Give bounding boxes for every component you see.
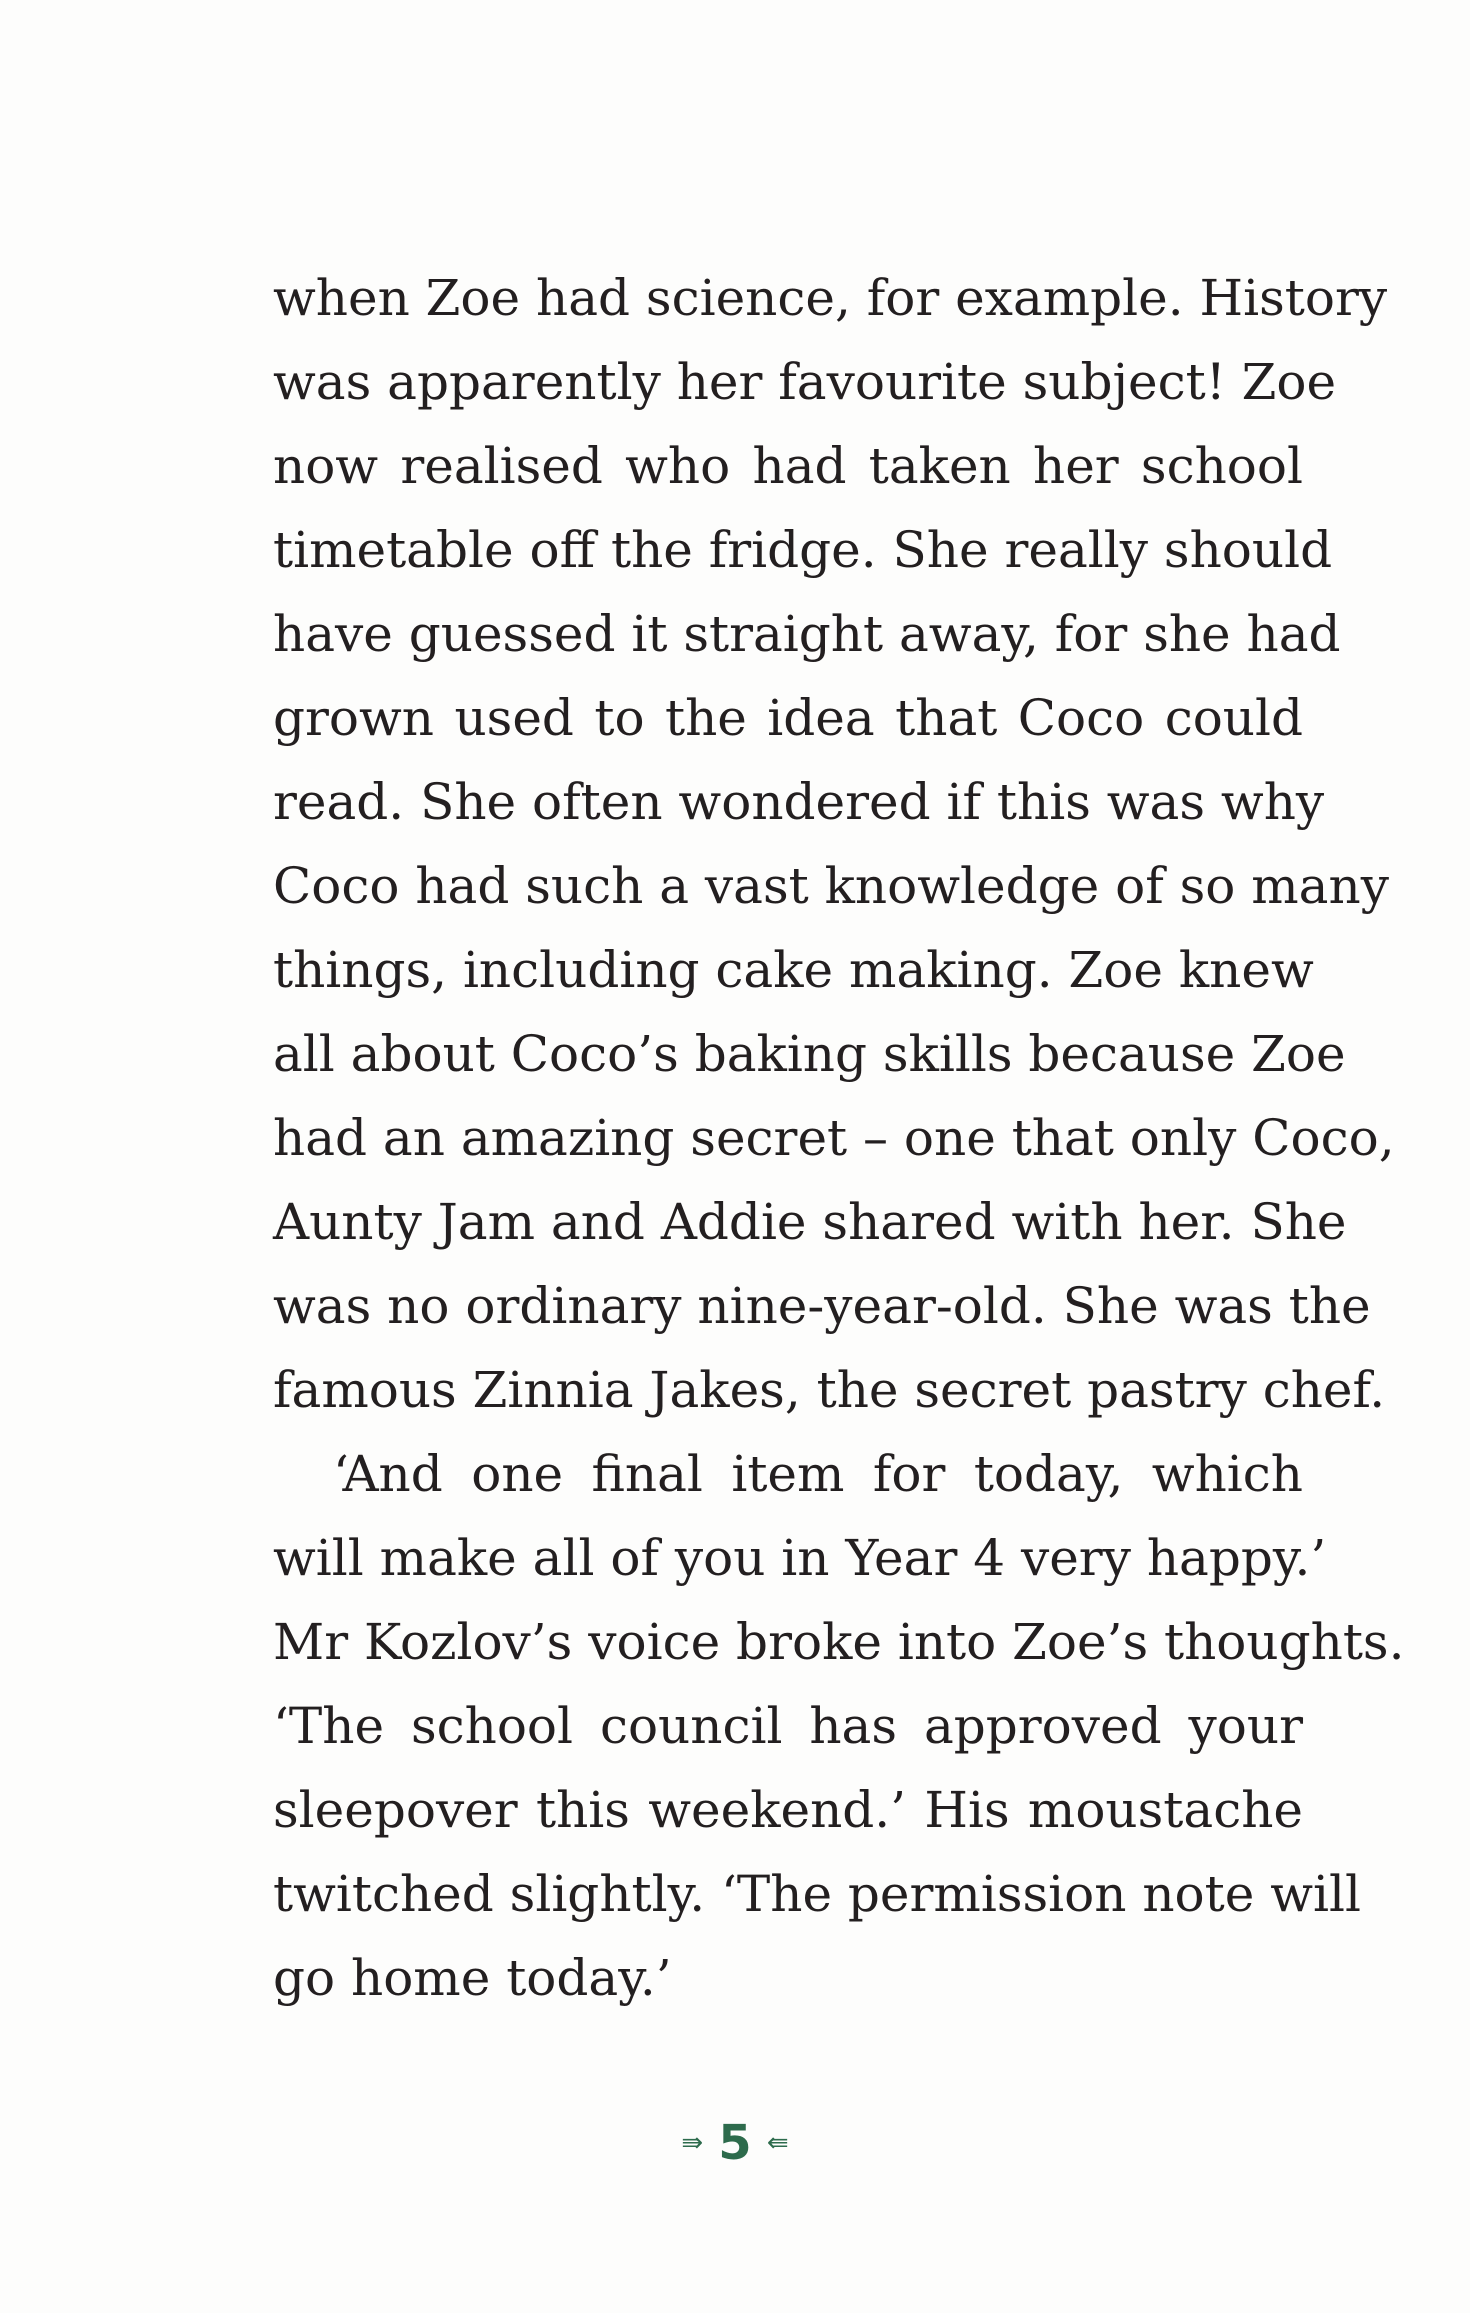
text-line: twitched slightly. ‘The permission note will: [273, 1865, 1361, 1923]
text-line: timetable off the fridge. She really should: [273, 521, 1333, 579]
text-line: when Zoe had science, for example. History: [273, 269, 1388, 327]
text-line-paragraph-start: ‘And one final item for today, which: [333, 1445, 1303, 1503]
text-line: go home today.’: [273, 1949, 672, 2007]
text-line: had an amazing secret – one that only Coco,: [273, 1109, 1395, 1167]
page-number: 5: [718, 2115, 752, 2171]
text-line: now realised who had taken her school: [273, 437, 1303, 495]
text-line: things, including cake making. Zoe knew: [273, 941, 1314, 999]
text-line: ‘The school council has approved your: [273, 1697, 1303, 1755]
text-line: famous Zinnia Jakes, the secret pastry chef.: [273, 1361, 1386, 1419]
text-line: read. She often wondered if this was why: [273, 773, 1325, 831]
text-line: all about Coco’s baking skills because Zoe: [273, 1025, 1346, 1083]
text-line: was no ordinary nine-year-old. She was the: [273, 1277, 1371, 1335]
text-line: Mr Kozlov’s voice broke into Zoe’s thoughts.: [273, 1613, 1405, 1671]
text-line: will make all of you in Year 4 very happy.’: [273, 1529, 1327, 1587]
text-line: Coco had such a vast knowledge of so many: [273, 857, 1389, 915]
text-line: was apparently her favourite subject! Zoe: [273, 353, 1337, 411]
page-number-footer: [0, 2108, 1470, 2178]
text-line: Aunty Jam and Addie shared with her. She: [273, 1193, 1347, 1251]
text-line: have guessed it straight away, for she had: [273, 605, 1341, 663]
body-text: [273, 256, 1405, 2020]
ornament-right-icon: ⇚: [766, 2128, 789, 2158]
text-line: grown used to the idea that Coco could: [273, 689, 1303, 747]
text-line: sleepover this weekend.’ His moustache: [273, 1781, 1303, 1839]
ornament-left-icon: ⇛: [681, 2128, 704, 2158]
